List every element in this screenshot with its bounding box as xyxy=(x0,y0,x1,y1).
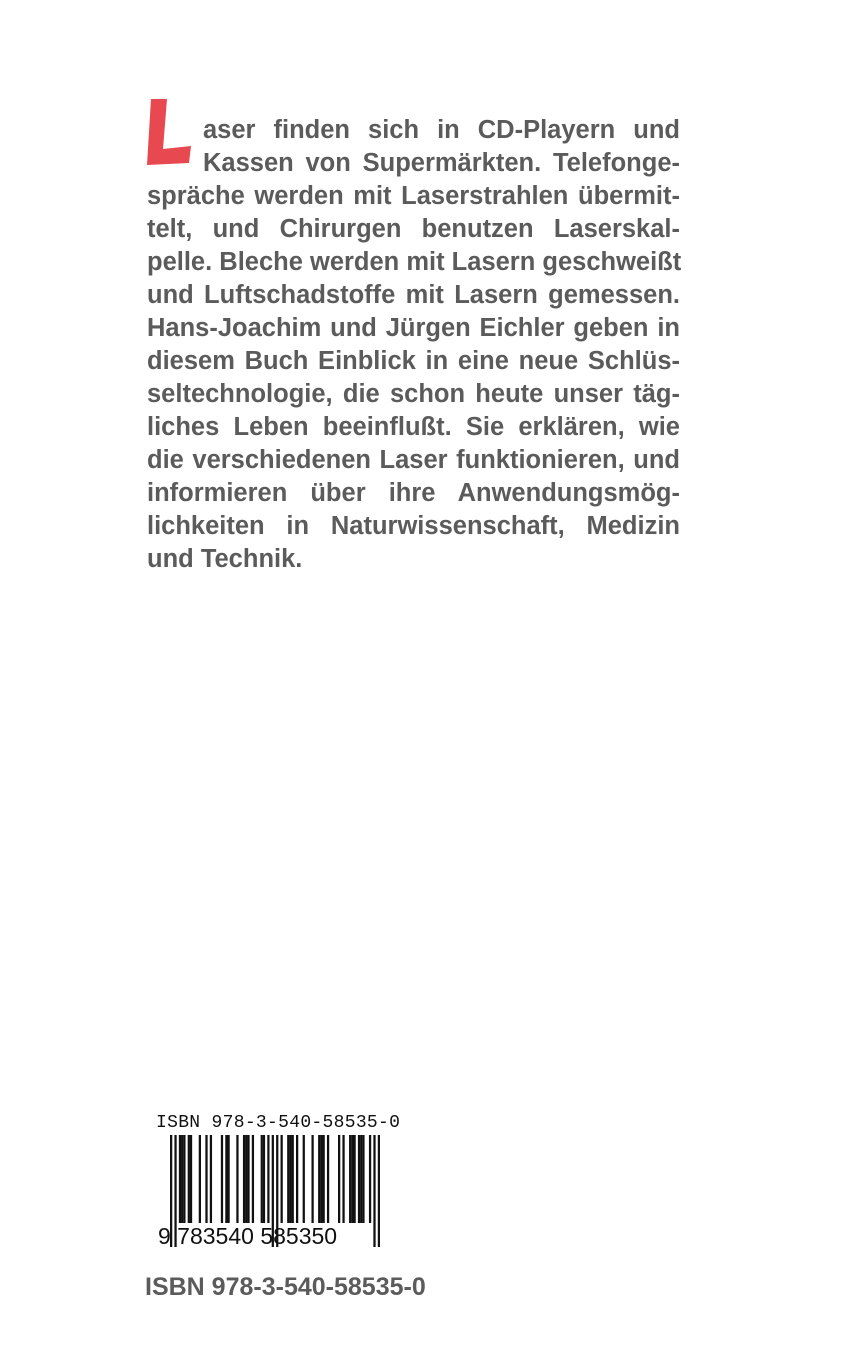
isbn-label: ISBN 978-3-540-58535-0 xyxy=(145,1273,426,1301)
barcode-bar xyxy=(210,1135,212,1223)
blurb-line-11: die verschiedenen Laser funktionieren, und xyxy=(147,446,680,474)
blurb-line-2: Kassen von Supermärkten. Telefonge- xyxy=(203,149,680,177)
barcode-bar xyxy=(247,1135,249,1223)
barcode-bar xyxy=(190,1135,192,1223)
blurb-line-14: und Technik. xyxy=(147,545,303,573)
barcode-bar xyxy=(227,1135,229,1223)
blurb-line-5: pelle. Bleche werden mit Lasern geschweißt xyxy=(147,248,682,276)
barcode-bar xyxy=(349,1135,351,1223)
blurb-line-4: telt, und Chirurgen benutzen Laserskal- xyxy=(147,215,680,243)
barcode-bar xyxy=(245,1135,247,1223)
barcode-bar xyxy=(181,1135,183,1223)
barcode-bar xyxy=(296,1135,298,1223)
barcode-bar xyxy=(287,1135,289,1223)
barcode-digits: 9 783540 585350 xyxy=(158,1223,338,1249)
barcode-bar xyxy=(205,1135,207,1223)
barcode-bar xyxy=(369,1135,371,1223)
barcode-bar xyxy=(378,1135,380,1247)
blurb-line-3: spräche werden mit Laserstrahlen übermit- xyxy=(147,182,680,210)
blurb-line-13: lichkeiten in Naturwissenschaft, Medizin xyxy=(147,512,680,540)
blurb-line-9: seltechnologie, die schon heute unser täg- xyxy=(147,380,680,408)
barcode-bar xyxy=(338,1135,340,1223)
blurb-line-1: aser finden sich in CD-Playern und xyxy=(203,116,680,144)
barcode-bar xyxy=(362,1135,364,1223)
barcode-bar xyxy=(360,1135,362,1223)
barcode-bar xyxy=(263,1135,265,1223)
barcode-bar xyxy=(373,1135,375,1247)
barcode-isbn-text: ISBN 978-3-540-58535-0 xyxy=(156,1113,401,1133)
blurb-line-7: Hans-Joachim und Jürgen Eichler geben in xyxy=(147,314,680,342)
barcode-bar xyxy=(323,1135,325,1223)
barcode-bar xyxy=(327,1135,329,1223)
barcode-bar xyxy=(292,1135,294,1223)
barcode-bar xyxy=(243,1135,245,1223)
barcode-bar xyxy=(342,1135,344,1223)
barcode-bar xyxy=(353,1135,355,1223)
blurb-line-12: informieren über ihre Anwendungsmög- xyxy=(147,479,680,507)
drop-cap-letter xyxy=(147,99,193,165)
barcode-bar xyxy=(225,1135,227,1223)
barcode-bar xyxy=(320,1135,322,1223)
barcode-bar xyxy=(188,1135,190,1223)
blurb-line-8: diesem Buch Einblick in eine neue Schlüs- xyxy=(147,347,680,375)
blurb-text xyxy=(147,114,680,576)
barcode-bar xyxy=(267,1135,269,1223)
barcode-bar xyxy=(221,1135,223,1223)
barcode-bar xyxy=(318,1135,320,1223)
blurb-line-10: liches Leben beeinflußt. Sie erklären, wie xyxy=(147,413,680,441)
barcode-bar xyxy=(358,1135,360,1223)
barcode-bar xyxy=(179,1135,181,1223)
barcode-bar xyxy=(351,1135,353,1223)
barcode-bar xyxy=(236,1135,238,1223)
barcode-bar xyxy=(252,1135,254,1223)
barcode-bar xyxy=(199,1135,201,1223)
barcode-bar xyxy=(303,1135,305,1223)
blurb-line-6: und Luftschadstoffe mit Lasern gemessen. xyxy=(147,281,680,309)
barcode-bar xyxy=(311,1135,313,1223)
barcode-bar xyxy=(289,1135,291,1223)
barcode-bar xyxy=(261,1135,263,1223)
barcode-bar xyxy=(281,1135,283,1223)
barcode-bar xyxy=(183,1135,185,1223)
